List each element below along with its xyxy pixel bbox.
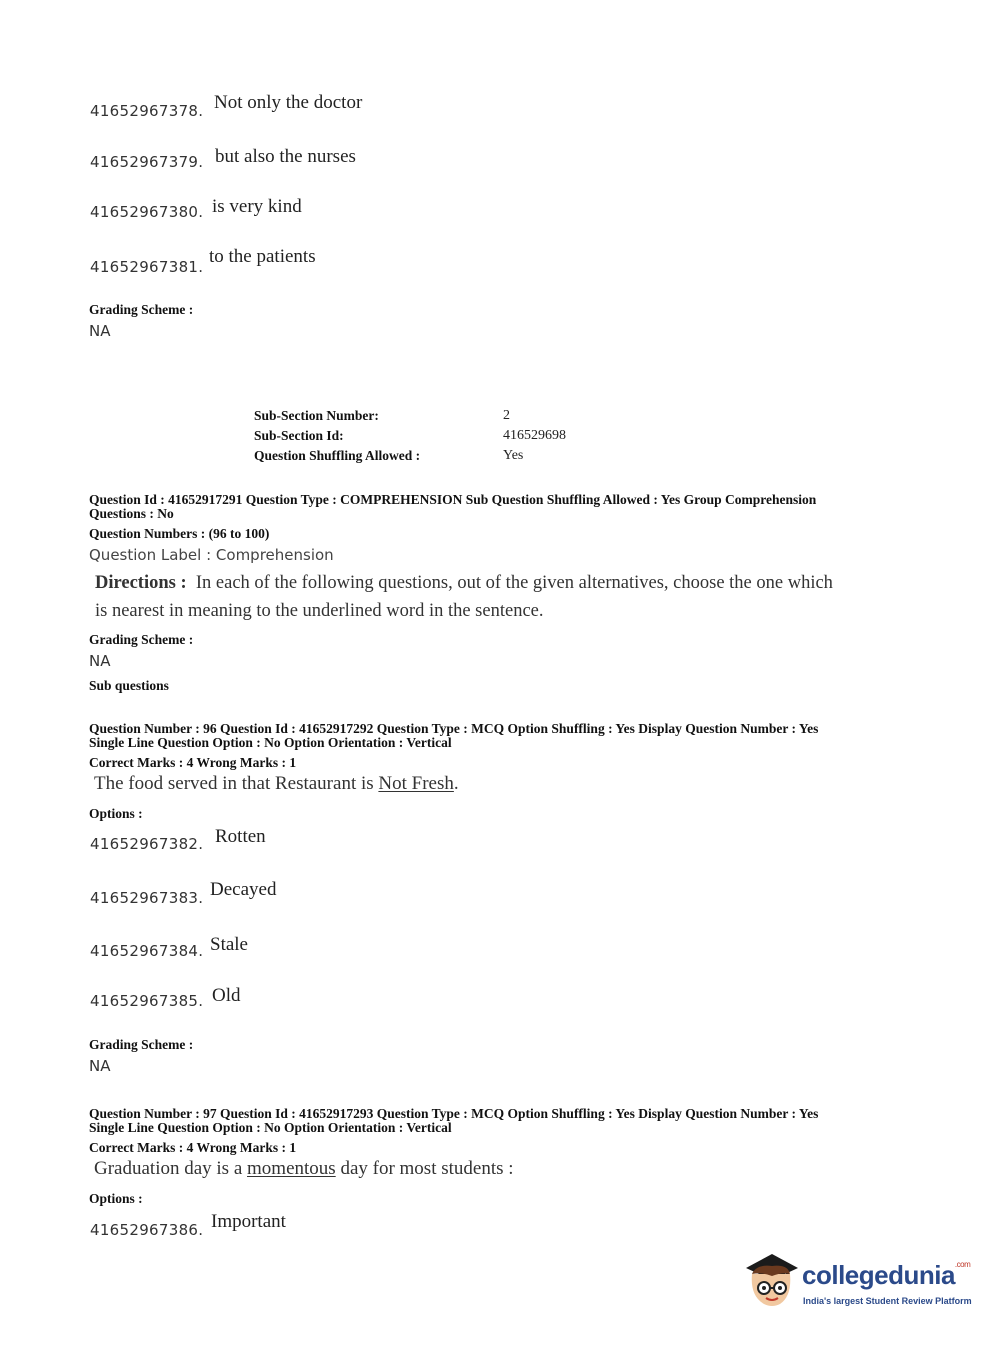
subsection-number-label: Sub-Section Number: [254,408,379,423]
collegedunia-logo [742,1250,972,1320]
grading-scheme-label: Grading Scheme : [89,302,194,317]
option-text: Rotten [215,826,266,847]
option-text: Old [212,985,241,1006]
underlined-word: Not Fresh [378,773,454,794]
option-id: 41652967384. [90,942,204,960]
option-id: 41652967381. [90,258,204,276]
option-text: Decayed [210,879,277,900]
grading-scheme-value: NA [89,1057,111,1075]
logo-wordmark: collegedunia [802,1260,955,1290]
option-text: Not only the doctor [214,92,363,113]
sub-questions-heading: Sub questions [89,678,169,693]
logo-tagline: India's largest Student Review Platform [803,1296,972,1306]
option-text: is very kind [212,196,302,217]
grading-scheme-label: Grading Scheme : [89,632,194,647]
question-96-header: Question Number : 96 Question Id : 41652917292 Question Type : MCQ Option Shuffling : Yes Display Question Number : Yes [89,721,819,736]
directions-text: In each of the following questions, out of the given alternatives, choose the one which [195,573,833,593]
directions-text-cont: is nearest in meaning to the underlined word in the sentence. [95,601,544,621]
subsection-id-value: 416529698 [503,428,566,443]
directions-title: Directions : [95,573,187,593]
question-96-header-cont: Single Line Question Option : No Option Orientation : Vertical [89,735,452,750]
option-id: 41652967382. [90,835,204,853]
comprehension-header-cont: Questions : No [89,506,174,521]
grading-scheme-value: NA [89,652,111,670]
question-96-text [94,773,459,795]
question-97-marks: Correct Marks : 4 Wrong Marks : 1 [89,1140,297,1155]
option-text: Important [211,1211,286,1232]
question-text-pre: The food served in that Restaurant is [94,773,379,794]
directions [95,569,833,625]
options-label: Options : [89,806,143,821]
question-label: Question Label : Comprehension [89,546,334,564]
question-97-header-cont: Single Line Question Option : No Option Orientation : Vertical [89,1120,452,1135]
question-text-post: day for most students : [335,1158,514,1179]
subsection-number-value: 2 [503,408,510,423]
option-id: 41652967383. [90,889,204,907]
option-id: 41652967386. [90,1221,204,1239]
question-text-pre: Graduation day is a [94,1158,248,1179]
option-id: 41652967385. [90,992,204,1010]
question-97-header: Question Number : 97 Question Id : 41652917293 Question Type : MCQ Option Shuffling : Yes Display Question Number : Yes [89,1106,819,1121]
option-id: 41652967378. [90,102,204,120]
mascot-icon [742,1250,800,1312]
option-id: 41652967380. [90,203,204,221]
option-text: Stale [210,934,248,955]
comprehension-header: Question Id : 41652917291 Question Type : COMPREHENSION Sub Question Shuffling Allowed : Yes Group Comprehension [89,492,817,507]
option-text: to the patients [209,246,316,267]
question-shuffling-value: Yes [503,448,524,463]
options-label: Options : [89,1191,143,1206]
grading-scheme-value: NA [89,322,111,340]
logo-suffix: .com [954,1260,971,1269]
grading-scheme-label: Grading Scheme : [89,1037,194,1052]
question-numbers: Question Numbers : (96 to 100) [89,526,270,541]
option-text: but also the nurses [215,146,356,167]
option-id: 41652967379. [90,153,204,171]
question-shuffling-label: Question Shuffling Allowed : [254,448,421,463]
question-96-marks: Correct Marks : 4 Wrong Marks : 1 [89,755,297,770]
question-97-text [94,1158,514,1180]
subsection-id-label: Sub-Section Id: [254,428,344,443]
underlined-word: momentous [247,1158,336,1179]
question-text-post: . [453,773,459,794]
